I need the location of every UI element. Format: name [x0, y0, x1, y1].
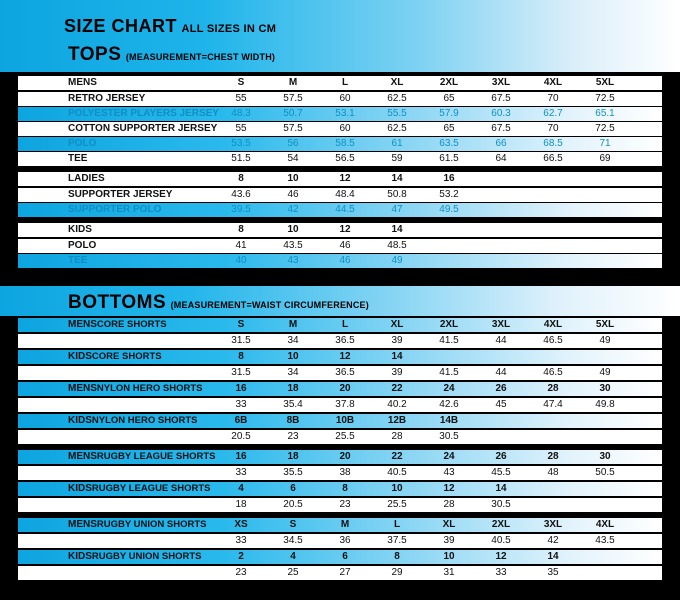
- col-size: 10: [443, 551, 455, 562]
- col-size: XL: [390, 77, 404, 88]
- cell: 25.5: [335, 431, 355, 442]
- cell: 53.5: [231, 138, 251, 149]
- col-size: 8: [238, 351, 244, 362]
- col-size: 30: [599, 451, 611, 462]
- cell: 34: [287, 367, 299, 378]
- cell: 72.5: [595, 93, 615, 104]
- cell: 62.7: [543, 108, 563, 119]
- col-size: 16: [235, 383, 247, 394]
- cell: 36.5: [335, 335, 355, 346]
- row-label: SUPPORTER JERSEY: [68, 189, 173, 200]
- header-label: KIDS: [68, 351, 92, 362]
- cell: 36.5: [335, 367, 355, 378]
- row-label: RETRO JERSEY: [68, 93, 146, 104]
- col-size: 20: [339, 451, 351, 462]
- cell: 56.5: [335, 153, 355, 164]
- cell: 37.8: [335, 399, 355, 410]
- cell: 40: [235, 255, 247, 266]
- cell: 23: [287, 431, 299, 442]
- cell: 55: [235, 123, 247, 134]
- col-size: 12: [339, 173, 351, 184]
- header-label: MENS: [68, 519, 97, 530]
- section-tops-label: [68, 44, 275, 66]
- col-size: 12: [495, 551, 507, 562]
- cell: 42: [287, 204, 299, 215]
- header-sub: RUGBY UNION SHORTS: [96, 519, 207, 530]
- header-sub: CORE SHORTS: [96, 319, 167, 330]
- header-sub: RUGBY LEAGUE SHORTS: [91, 483, 211, 494]
- col-size: 20: [339, 383, 351, 394]
- cell: 69: [599, 153, 611, 164]
- col-size: 4XL: [543, 319, 563, 330]
- cell: 60: [339, 93, 351, 104]
- cell: 48.5: [387, 240, 407, 251]
- cell: 35.4: [283, 399, 303, 410]
- col-size: 6: [290, 483, 296, 494]
- cell: 66.5: [543, 153, 563, 164]
- cell: 39: [443, 535, 455, 546]
- cell: 28: [443, 499, 455, 510]
- col-size: 3XL: [491, 77, 511, 88]
- col-size: 8: [394, 551, 400, 562]
- cell: 46: [339, 255, 351, 266]
- cell: 50.7: [283, 108, 303, 119]
- cell: 43.6: [231, 189, 251, 200]
- cell: 45.5: [491, 467, 511, 478]
- col-size: 16: [443, 173, 455, 184]
- col-size: 3XL: [491, 319, 511, 330]
- cell: 43: [287, 255, 299, 266]
- cell: 25.5: [387, 499, 407, 510]
- col-size: 14: [391, 173, 403, 184]
- cell: 48: [547, 467, 559, 478]
- col-size: 10: [287, 224, 299, 235]
- col-size: 2XL: [439, 77, 459, 88]
- col-size: 4XL: [543, 77, 563, 88]
- row-label: POLO: [68, 138, 97, 149]
- cell: 35: [547, 567, 559, 578]
- col-size: 4XL: [595, 519, 615, 530]
- cell: 61: [391, 138, 403, 149]
- cell: 44.5: [335, 204, 355, 215]
- header-sub: RUGBY UNION SHORTS: [91, 551, 202, 562]
- cell: 58.5: [335, 138, 355, 149]
- cell: 70: [547, 123, 559, 134]
- cell: 40.2: [387, 399, 407, 410]
- cell: 29: [391, 567, 403, 578]
- cell: 42.6: [439, 399, 459, 410]
- col-size: 10: [391, 483, 403, 494]
- col-size: 14: [391, 224, 403, 235]
- col-size: 8B: [286, 415, 300, 426]
- col-size: M: [288, 319, 298, 330]
- cell: 40.5: [491, 535, 511, 546]
- cell: 57.5: [283, 123, 303, 134]
- cell: 67.5: [491, 93, 511, 104]
- cell: 55.5: [387, 108, 407, 119]
- col-size: 10B: [335, 415, 355, 426]
- col-size: 4: [290, 551, 296, 562]
- col-size: 22: [391, 383, 403, 394]
- bottoms-kids-nylon-label: [68, 414, 197, 428]
- col-size: 28: [547, 451, 559, 462]
- col-size: 6B: [234, 415, 248, 426]
- cell: 20.5: [283, 499, 303, 510]
- col-size: S: [237, 319, 245, 330]
- header-label: MENS: [68, 319, 97, 330]
- cell: 57.9: [439, 108, 459, 119]
- cell: 53.2: [439, 189, 459, 200]
- cell: 18: [235, 499, 247, 510]
- cell: 34: [287, 335, 299, 346]
- col-size: 8: [342, 483, 348, 494]
- col-size: 8: [238, 224, 244, 235]
- cell: 31: [443, 567, 455, 578]
- cell: 44: [495, 367, 507, 378]
- cell: 62.5: [387, 93, 407, 104]
- cell: 34.5: [283, 535, 303, 546]
- cell: 50.5: [595, 467, 615, 478]
- cell: 61.5: [439, 153, 459, 164]
- col-size: XL: [390, 319, 404, 330]
- col-size: 28: [547, 383, 559, 394]
- cell: 48.3: [231, 108, 251, 119]
- col-size: L: [341, 77, 349, 88]
- cell: 30.5: [491, 499, 511, 510]
- cell: 23: [235, 567, 247, 578]
- cell: 46: [287, 189, 299, 200]
- bottoms-kids-league-label: [68, 482, 211, 496]
- cell: 41: [235, 240, 247, 251]
- col-size: 12: [443, 483, 455, 494]
- cell: 48.4: [335, 189, 355, 200]
- cell: 46: [339, 240, 351, 251]
- col-size: 24: [443, 383, 455, 394]
- col-size: 16: [235, 451, 247, 462]
- cell: 35.5: [283, 467, 303, 478]
- cell: 33: [495, 567, 507, 578]
- row-label: POLYESTER PLAYERS JERSEY: [68, 108, 219, 119]
- section-bottoms-note: (MEASUREMENT=WAIST CIRCUMFERENCE): [170, 300, 369, 310]
- cell: 40.5: [387, 467, 407, 478]
- col-size: 24: [443, 451, 455, 462]
- cell: 46.5: [543, 335, 563, 346]
- cell: 72.5: [595, 123, 615, 134]
- col-size: 10: [287, 173, 299, 184]
- bottoms-mens-union-label: [68, 518, 207, 532]
- cell: 31.5: [231, 335, 251, 346]
- cell: 59: [391, 153, 403, 164]
- col-size: 2XL: [439, 319, 459, 330]
- col-size: 2XL: [491, 519, 511, 530]
- section-tops-note: (MEASUREMENT=CHEST WIDTH): [125, 52, 276, 62]
- header-sub: NYLON HERO SHORTS: [96, 383, 203, 394]
- cell: 63.5: [439, 138, 459, 149]
- bottoms-mens-league-label: [68, 450, 216, 464]
- bottoms-mens-core-label: [68, 318, 167, 332]
- cell: 39: [391, 335, 403, 346]
- cell: 41.5: [439, 335, 459, 346]
- cell: 49.5: [439, 204, 459, 215]
- title-subtext: ALL SIZES IN CM: [181, 23, 277, 35]
- col-size: 2: [238, 551, 244, 562]
- col-size: 14: [547, 551, 559, 562]
- col-size: 18: [287, 451, 299, 462]
- bottoms-kids-core-label: [68, 350, 162, 364]
- col-size: 26: [495, 451, 507, 462]
- cell: 43: [443, 467, 455, 478]
- cell: 28: [391, 431, 403, 442]
- row-label: SUPPORTER POLO: [68, 204, 162, 215]
- header-label: KIDS: [68, 551, 92, 562]
- cell: 53.1: [335, 108, 355, 119]
- cell: 43.5: [283, 240, 303, 251]
- cell: 45: [495, 399, 507, 410]
- cell: 43.5: [595, 535, 615, 546]
- cell: 36: [339, 535, 351, 546]
- cell: 70: [547, 93, 559, 104]
- bottoms-mens-nylon-label: [68, 382, 202, 396]
- cell: 39.5: [231, 204, 251, 215]
- cell: 49: [391, 255, 403, 266]
- col-size: M: [340, 519, 350, 530]
- cell: 33: [235, 399, 247, 410]
- col-size: 10: [287, 351, 299, 362]
- cell: 49: [599, 335, 611, 346]
- header-sub: CORE SHORTS: [91, 351, 162, 362]
- cell: 20.5: [231, 431, 251, 442]
- cell: 68.5: [543, 138, 563, 149]
- col-size: 14: [391, 351, 403, 362]
- header-label: MENS: [68, 383, 97, 394]
- header-sub: NYLON HERO SHORTS: [91, 415, 198, 426]
- col-size: 5XL: [595, 319, 615, 330]
- section-tops-name: TOPS: [68, 44, 122, 65]
- row-label: COTTON SUPPORTER JERSEY: [68, 123, 218, 134]
- col-size: 4: [238, 483, 244, 494]
- col-size: M: [288, 77, 298, 88]
- cell: 41.5: [439, 367, 459, 378]
- col-size: 22: [391, 451, 403, 462]
- cell: 39: [391, 367, 403, 378]
- col-size: L: [341, 319, 349, 330]
- col-size: S: [289, 519, 297, 530]
- cell: 65: [443, 93, 455, 104]
- title-text: SIZE CHART: [64, 16, 177, 36]
- col-size: 30: [599, 383, 611, 394]
- col-size: 5XL: [595, 77, 615, 88]
- cell: 31.5: [231, 367, 251, 378]
- cell: 55: [235, 93, 247, 104]
- cell: 57.5: [283, 93, 303, 104]
- tops-kids-header-label: KIDS: [68, 224, 92, 235]
- cell: 56: [287, 138, 299, 149]
- cell: 64: [495, 153, 507, 164]
- cell: 65.1: [595, 108, 615, 119]
- cell: 33: [235, 467, 247, 478]
- col-size: L: [393, 519, 401, 530]
- header-label: KIDS: [68, 483, 92, 494]
- cell: 60.3: [491, 108, 511, 119]
- cell: 60: [339, 123, 351, 134]
- col-size: 14: [495, 483, 507, 494]
- cell: 30.5: [439, 431, 459, 442]
- col-size: 14B: [439, 415, 459, 426]
- section-bottoms-name: BOTTOMS: [68, 292, 167, 313]
- cell: 49.8: [595, 399, 615, 410]
- col-size: 8: [238, 173, 244, 184]
- cell: 46.5: [543, 367, 563, 378]
- col-size: 12: [339, 224, 351, 235]
- cell: 47.4: [543, 399, 563, 410]
- col-size: S: [237, 77, 245, 88]
- tops-mens-header-label: MENS: [68, 77, 97, 88]
- section-bottoms-label: [68, 292, 369, 314]
- col-size: XS: [234, 519, 248, 530]
- cell: 67.5: [491, 123, 511, 134]
- page-title: [64, 16, 276, 37]
- cell: 33: [235, 535, 247, 546]
- cell: 47: [391, 204, 403, 215]
- header-label: KIDS: [68, 415, 92, 426]
- cell: 37.5: [387, 535, 407, 546]
- cell: 44: [495, 335, 507, 346]
- row-label: POLO: [68, 240, 97, 251]
- cell: 27: [339, 567, 351, 578]
- col-size: 6: [342, 551, 348, 562]
- header-sub: RUGBY LEAGUE SHORTS: [96, 451, 216, 462]
- cell: 49: [599, 367, 611, 378]
- cell: 65: [443, 123, 455, 134]
- col-size: XL: [442, 519, 456, 530]
- cell: 51.5: [231, 153, 251, 164]
- col-size: 26: [495, 383, 507, 394]
- cell: 25: [287, 567, 299, 578]
- tops-ladies-header-label: LADIES: [68, 173, 105, 184]
- cell: 54: [287, 153, 299, 164]
- col-size: 12B: [387, 415, 407, 426]
- col-size: 3XL: [543, 519, 563, 530]
- row-label: TEE: [68, 255, 88, 266]
- cell: 71: [599, 138, 611, 149]
- col-size: 12: [339, 351, 351, 362]
- cell: 50.8: [387, 189, 407, 200]
- cell: 62.5: [387, 123, 407, 134]
- cell: 23: [339, 499, 351, 510]
- bottoms-kids-union-label: [68, 550, 202, 564]
- row-label: TEE: [68, 153, 88, 164]
- cell: 42: [547, 535, 559, 546]
- cell: 66: [495, 138, 507, 149]
- header-label: MENS: [68, 451, 97, 462]
- cell: 38: [339, 467, 351, 478]
- col-size: 18: [287, 383, 299, 394]
